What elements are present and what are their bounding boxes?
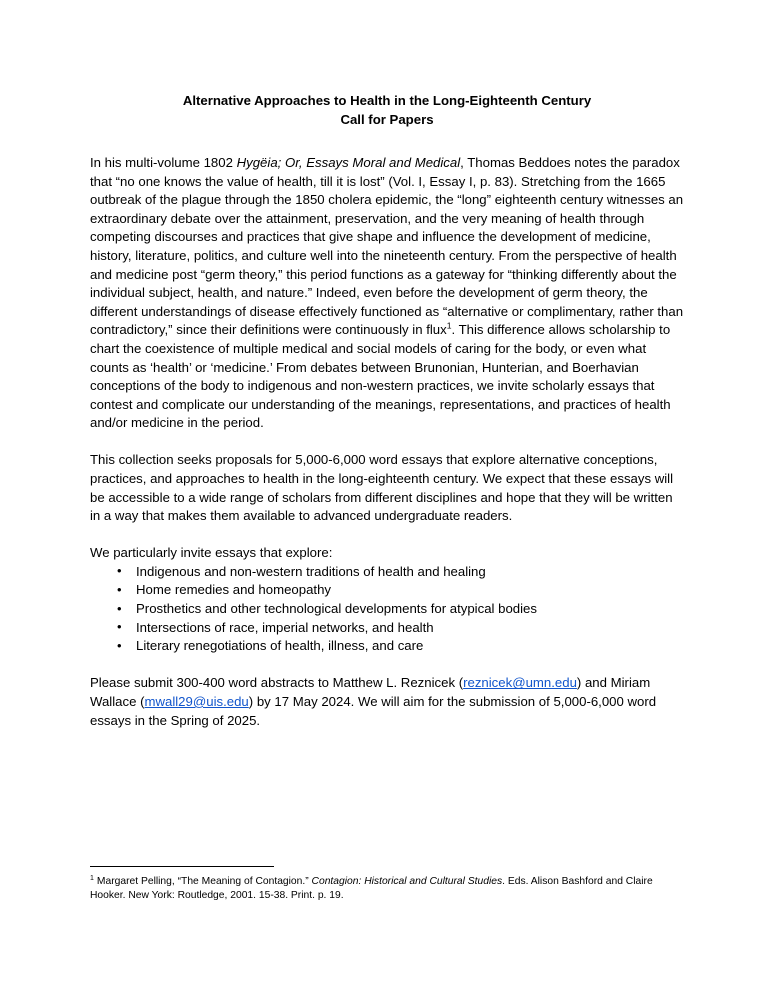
footnote-separator-rule xyxy=(90,866,274,867)
document-body xyxy=(90,0,684,730)
footnote-number: 1 xyxy=(90,874,94,882)
footnote-area xyxy=(90,866,684,903)
list-item: • Literary renegotiations of health, illness, and care xyxy=(90,637,684,656)
footnote-reference-marker[interactable]: 1 xyxy=(446,320,452,331)
paragraph-list-intro: We particularly invite essays that explore: xyxy=(90,545,333,561)
submission-text-middle: ) and Miriam Wallace ( xyxy=(90,675,651,709)
paragraph-submission-details xyxy=(90,674,684,730)
book-title-hygeia: Hygëia; Or, Essays Moral and Medical xyxy=(236,155,461,170)
footnote-entry xyxy=(90,875,684,903)
page-title xyxy=(90,0,684,129)
intro-text-main: , Thomas Beddoes notes the paradox that “no one knows the value of health, till it is lost” (Vol. I, Essay I, p. 83). Stretching from the 1665 outbreak of the plague through the 1850 cholera epidemic, the “long” eighteenth century witnesses an extraordinary debate over the attainment, preservation, and the very meaning of health through competing discourses and practices that give shape and influence the development of medicine, history, literature, politics, and culture well into the nineteenth century. From the perspective of health and medicine post “germ theory,” this period functions as a gateway for “thinking differently about the individual subject, health, and nature.” Indeed, even before the development of germ theory, the different understandings of disease effectively functioned as “alternative or complimentary, rather than contradictory,” since their definitions were continuously in flux xyxy=(90,155,684,338)
title-line-primary: Alternative Approaches to Health in the Long-Eighteenth Century xyxy=(182,93,592,108)
intro-text-lead: In his multi-volume 1802 xyxy=(90,155,237,170)
submission-text-lead: Please submit 300-400 word abstracts to Matthew L. Reznicek ( xyxy=(90,675,464,691)
list-item: • Intersections of race, imperial networks, and health xyxy=(90,619,684,638)
email-link-wallace[interactable]: mwall29@uis.edu xyxy=(144,693,249,709)
submission-text-tail: ) by 17 May 2024. We will aim for the submission of 5,000-6,000 word essays in the Spring of 2025. xyxy=(90,693,657,728)
footnote-text-tail: . Eds. Alison Bashford and Claire Hooker. New York: Routledge, 2001. 15-38. Print. p. 19. xyxy=(90,876,653,902)
list-item: • Prosthetics and other technological developments for atypical bodies xyxy=(90,600,684,619)
topics-list xyxy=(90,563,684,656)
list-item: • Indigenous and non-western traditions of health and healing xyxy=(90,563,684,582)
paragraph-collection-scope: This collection seeks proposals for 5,000-6,000 word essays that explore alternative conceptions, practices, and approaches to health in the long-eighteenth century. We expect that these essays will be accessible to a wide range of scholars from different disciplines and hope that they will be written in a way that makes them available to advanced undergraduate readers. xyxy=(90,452,674,524)
footnote-source-title: Contagion: Historical and Cultural Studies xyxy=(311,876,503,887)
list-item: • Home remedies and homeopathy xyxy=(90,581,684,600)
email-link-reznicek[interactable]: reznicek@umn.edu xyxy=(463,675,577,691)
title-line-subtitle: Call for Papers xyxy=(340,111,434,127)
footnote-text-lead: Margaret Pelling, “The Meaning of Contagion.” xyxy=(96,876,312,887)
paragraph-introduction xyxy=(90,154,684,433)
intro-text-tail: . This difference allows scholarship to chart the coexistence of multiple medical and social models of caring for the body, or even what counts as ‘health’ or ‘medicine.’ From debates between Brunonian, Hunterian, and Boerhavian conceptions of the body to indigenous and non-western practices, we invite scholarly essays that contest and complicate our understanding of the meanings, representations, and practices of health and/or medicine in the period. xyxy=(90,322,671,431)
